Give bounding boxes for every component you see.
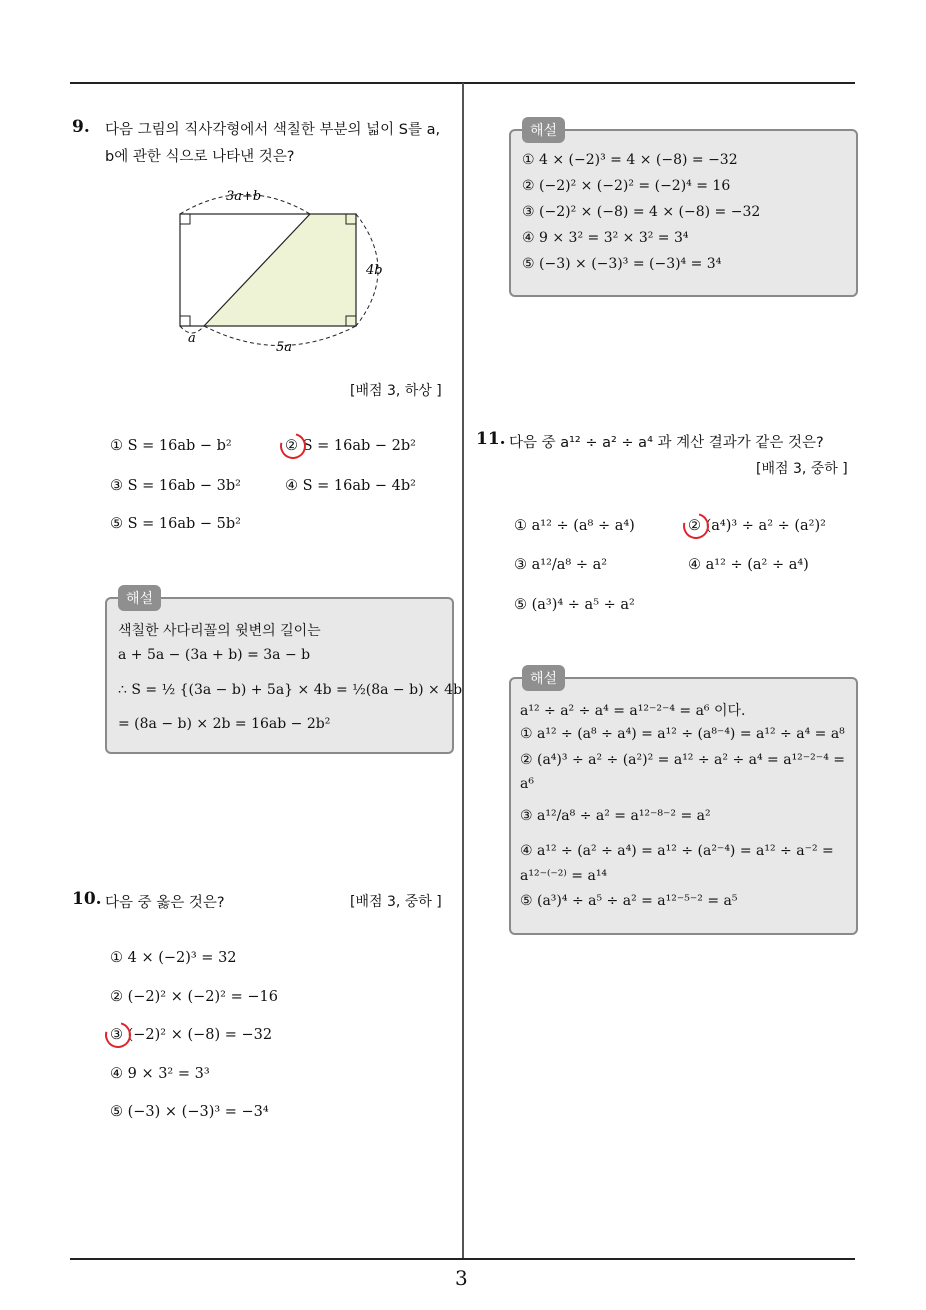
q9-text-line2: b에 관한 식으로 나타낸 것은? [105, 149, 295, 165]
q9-text-line1: 다음 그림의 직사각형에서 색칠한 부분의 넓이 S를 a, [105, 122, 441, 138]
q10-option-4[interactable]: ④ 9 × 3² = 3³ [110, 1066, 210, 1082]
q9-number: 9. [72, 117, 90, 137]
answer-mark-circle [678, 508, 714, 544]
q10-solution-badge: 해설 [522, 117, 565, 143]
q9-option-3[interactable]: ③ S = 16ab − 3b² [110, 478, 241, 494]
answer-mark-circle [100, 1017, 136, 1053]
q11-solution-line: ② (a⁴)³ ÷ a² ÷ (a²)² = a¹² ÷ a² ÷ a⁴ = a¹²⁻²⁻⁴ = [520, 752, 845, 768]
q11-number: 11. [476, 429, 506, 449]
label-left-bottom: a [188, 331, 196, 346]
q10-option-3[interactable]: ③ (−2)² × (−8) = −32 [110, 1027, 273, 1043]
q10-solution-line: ③ (−2)² × (−8) = 4 × (−8) = −32 [522, 204, 761, 220]
q11-option-2[interactable]: ② (a⁴)³ ÷ a² ÷ (a²)² [688, 518, 826, 534]
q11-option-1[interactable]: ① a¹² ÷ (a⁸ ÷ a⁴) [514, 518, 635, 534]
label-bottom: 5a [276, 340, 293, 355]
q11-solution-badge: 해설 [522, 665, 565, 691]
q11-text: 다음 중 a¹² ÷ a² ÷ a⁴ 과 계산 결과가 같은 것은? [509, 435, 824, 451]
q10-option-1[interactable]: ① 4 × (−2)³ = 32 [110, 950, 237, 966]
q11-solution-line: ⑤ (a³)⁴ ÷ a⁵ ÷ a² = a¹²⁻⁵⁻² = a⁵ [520, 893, 738, 909]
label-top: 3a+b [226, 189, 262, 204]
q9-score: [배점 3, 하상 ] [350, 383, 442, 399]
q11-option-5[interactable]: ⑤ (a³)⁴ ÷ a⁵ ÷ a² [514, 597, 635, 613]
q9-solution-line: 색칠한 사다리꼴의 윗변의 길이는 [118, 623, 321, 639]
right-angle-mark [180, 316, 190, 326]
q9-solution-line: ∴ S = ½ {(3a − b) + 5a} × 4b = ½(8a − b) × 4b [118, 682, 463, 698]
q9-solution-line: = (8a − b) × 2b = 16ab − 2b² [118, 716, 331, 732]
label-right: 4b [366, 263, 383, 278]
q9-option-2[interactable]: ② S = 16ab − 2b² [285, 438, 416, 454]
q10-score: [배점 3, 중하 ] [350, 894, 442, 910]
q11-solution-line: a⁶ [520, 776, 534, 792]
answer-mark-circle [275, 428, 311, 464]
q9-solution-badge: 해설 [118, 585, 161, 611]
q9-figure [160, 180, 400, 360]
q11-solution-line: ③ a¹²/a⁸ ÷ a² = a¹²⁻⁸⁻² = a² [520, 808, 711, 824]
q10-solution-line: ② (−2)² × (−2)² = (−2)⁴ = 16 [522, 178, 731, 194]
q10-text: 다음 중 옳은 것은? [105, 895, 225, 911]
q11-solution-line: ① a¹² ÷ (a⁸ ÷ a⁴) = a¹² ÷ (a⁸⁻⁴) = a¹² ÷ a⁴ = a⁸ [520, 726, 845, 742]
q9-solution-line: a + 5a − (3a + b) = 3a − b [118, 647, 311, 663]
right-angle-mark [180, 214, 190, 224]
q10-solution-line: ① 4 × (−2)³ = 4 × (−8) = −32 [522, 152, 738, 168]
column-divider [462, 83, 464, 1260]
q10-option-2[interactable]: ② (−2)² × (−2)² = −16 [110, 989, 278, 1005]
q11-solution-line: a¹² ÷ a² ÷ a⁴ = a¹²⁻²⁻⁴ = a⁶ 이다. [520, 703, 746, 719]
q10-option-5[interactable]: ⑤ (−3) × (−3)³ = −3⁴ [110, 1104, 269, 1120]
q11-option-3[interactable]: ③ a¹²/a⁸ ÷ a² [514, 557, 608, 573]
q9-option-4[interactable]: ④ S = 16ab − 4b² [285, 478, 416, 494]
q11-solution-line: a¹²⁻⁽⁻²⁾ = a¹⁴ [520, 868, 608, 884]
q11-solution-line: ④ a¹² ÷ (a² ÷ a⁴) = a¹² ÷ (a²⁻⁴) = a¹² ÷ a⁻² = [520, 843, 834, 859]
q11-score: [배점 3, 중하 ] [756, 461, 848, 477]
q10-solution-line: ⑤ (−3) × (−3)³ = (−3)⁴ = 3⁴ [522, 256, 722, 272]
q11-option-4[interactable]: ④ a¹² ÷ (a² ÷ a⁴) [688, 557, 809, 573]
q10-solution-line: ④ 9 × 3² = 3² × 3² = 3⁴ [522, 230, 689, 246]
page-number: 3 [455, 1266, 468, 1290]
bottom-rule [70, 1258, 855, 1260]
q9-option-1[interactable]: ① S = 16ab − b² [110, 438, 232, 454]
q9-option-5[interactable]: ⑤ S = 16ab − 5b² [110, 516, 241, 532]
shaded-trapezoid [204, 214, 356, 326]
q10-number: 10. [72, 889, 102, 909]
